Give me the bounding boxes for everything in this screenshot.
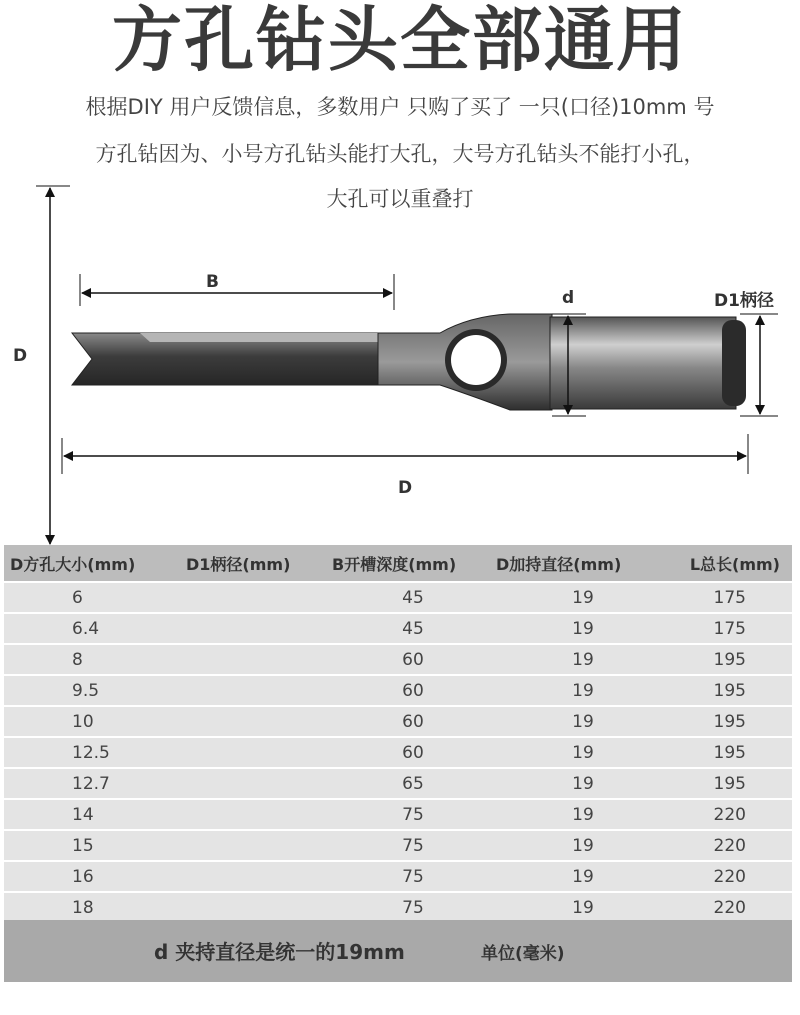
- table-cell: 9.5: [4, 676, 180, 705]
- table-cell: 75: [326, 893, 490, 922]
- table-cell: 60: [326, 676, 490, 705]
- description-line-1: 根据DIY 用户反馈信息，多数用户 只购了买了 一只(口径)10mm 号: [85, 95, 715, 119]
- table-row: [4, 769, 792, 798]
- table-row: [4, 583, 792, 612]
- table-cell: 12.5: [4, 738, 180, 767]
- label-B: B: [206, 272, 219, 292]
- label-d: d: [562, 288, 575, 308]
- footer-note-bar: [4, 920, 792, 982]
- table-cell: 6: [4, 583, 180, 612]
- table-cell: 6.4: [4, 614, 180, 643]
- table-cell: 10: [4, 707, 180, 736]
- table-cell: [180, 645, 326, 674]
- table-cell: [180, 707, 326, 736]
- table-row: [4, 645, 792, 674]
- table-cell: 19: [490, 583, 676, 612]
- table-cell: 15: [4, 831, 180, 860]
- table-cell: 75: [326, 800, 490, 829]
- table-header-row: [4, 545, 792, 581]
- table-cell: 60: [326, 645, 490, 674]
- table-cell: 220: [676, 893, 792, 922]
- spec-table: [4, 543, 792, 924]
- table-cell: 8: [4, 645, 180, 674]
- table-cell: [180, 614, 326, 643]
- dimension-D-horizontal: [62, 434, 748, 474]
- table-cell: 19: [490, 614, 676, 643]
- table-cell: [180, 583, 326, 612]
- footer-note: d 夹持直径是统一的19mm: [154, 940, 405, 964]
- table-cell: [180, 831, 326, 860]
- table-cell: 19: [490, 893, 676, 922]
- table-cell: 18: [4, 893, 180, 922]
- table-cell: [180, 738, 326, 767]
- dimension-B: [80, 274, 394, 310]
- table-cell: 220: [676, 862, 792, 891]
- header-shank-diameter: D1柄径(mm): [180, 545, 326, 581]
- table-cell: 195: [676, 707, 792, 736]
- table-cell: [180, 800, 326, 829]
- table-cell: 220: [676, 831, 792, 860]
- table-cell: 19: [490, 800, 676, 829]
- label-D-bottom: D: [398, 478, 413, 498]
- table-row: [4, 800, 792, 829]
- footer-unit: 单位(毫米): [481, 944, 565, 964]
- table-cell: 19: [490, 645, 676, 674]
- table-cell: 75: [326, 862, 490, 891]
- table-cell: 19: [490, 707, 676, 736]
- table-row: [4, 862, 792, 891]
- header-square-size: D方孔大小(mm): [4, 545, 180, 581]
- table-row: [4, 893, 792, 922]
- table-cell: 19: [490, 738, 676, 767]
- table-cell: 65: [326, 769, 490, 798]
- header-clamp-diameter: D加持直径(mm): [490, 545, 676, 581]
- table-cell: 195: [676, 738, 792, 767]
- table-cell: 19: [490, 769, 676, 798]
- table-cell: 220: [676, 800, 792, 829]
- table-cell: [180, 893, 326, 922]
- table-cell: 19: [490, 831, 676, 860]
- table-row: [4, 614, 792, 643]
- table-cell: [180, 862, 326, 891]
- table-cell: 45: [326, 583, 490, 612]
- table-cell: 75: [326, 831, 490, 860]
- table-row: [4, 707, 792, 736]
- table-cell: 195: [676, 769, 792, 798]
- table-cell: 19: [490, 862, 676, 891]
- table-cell: 16: [4, 862, 180, 891]
- table-cell: 60: [326, 738, 490, 767]
- table-cell: 14: [4, 800, 180, 829]
- table-row: [4, 738, 792, 767]
- label-D1: D1柄径: [714, 291, 774, 311]
- table-cell: 195: [676, 676, 792, 705]
- table-row: [4, 676, 792, 705]
- description-line-3: 大孔可以重叠打: [326, 187, 474, 211]
- label-D-left: D: [13, 346, 28, 366]
- dimension-D-vertical: [36, 186, 70, 544]
- table-cell: [180, 676, 326, 705]
- table-row: [4, 831, 792, 860]
- page-title: 方孔钻头全部通用: [112, 0, 688, 81]
- table-cell: 195: [676, 645, 792, 674]
- table-cell: 175: [676, 583, 792, 612]
- table-cell: [180, 769, 326, 798]
- table-cell: 175: [676, 614, 792, 643]
- drill-bit: [72, 314, 746, 410]
- description-line-2: 方孔钻因为、小号方孔钻头能打大孔，大号方孔钻头不能打小孔，: [95, 142, 705, 166]
- table-cell: 12.7: [4, 769, 180, 798]
- header-slot-depth: B开槽深度(mm): [326, 545, 490, 581]
- header-total-length: L总长(mm): [676, 545, 792, 581]
- table-cell: 45: [326, 614, 490, 643]
- table-cell: 19: [490, 676, 676, 705]
- table-cell: 60: [326, 707, 490, 736]
